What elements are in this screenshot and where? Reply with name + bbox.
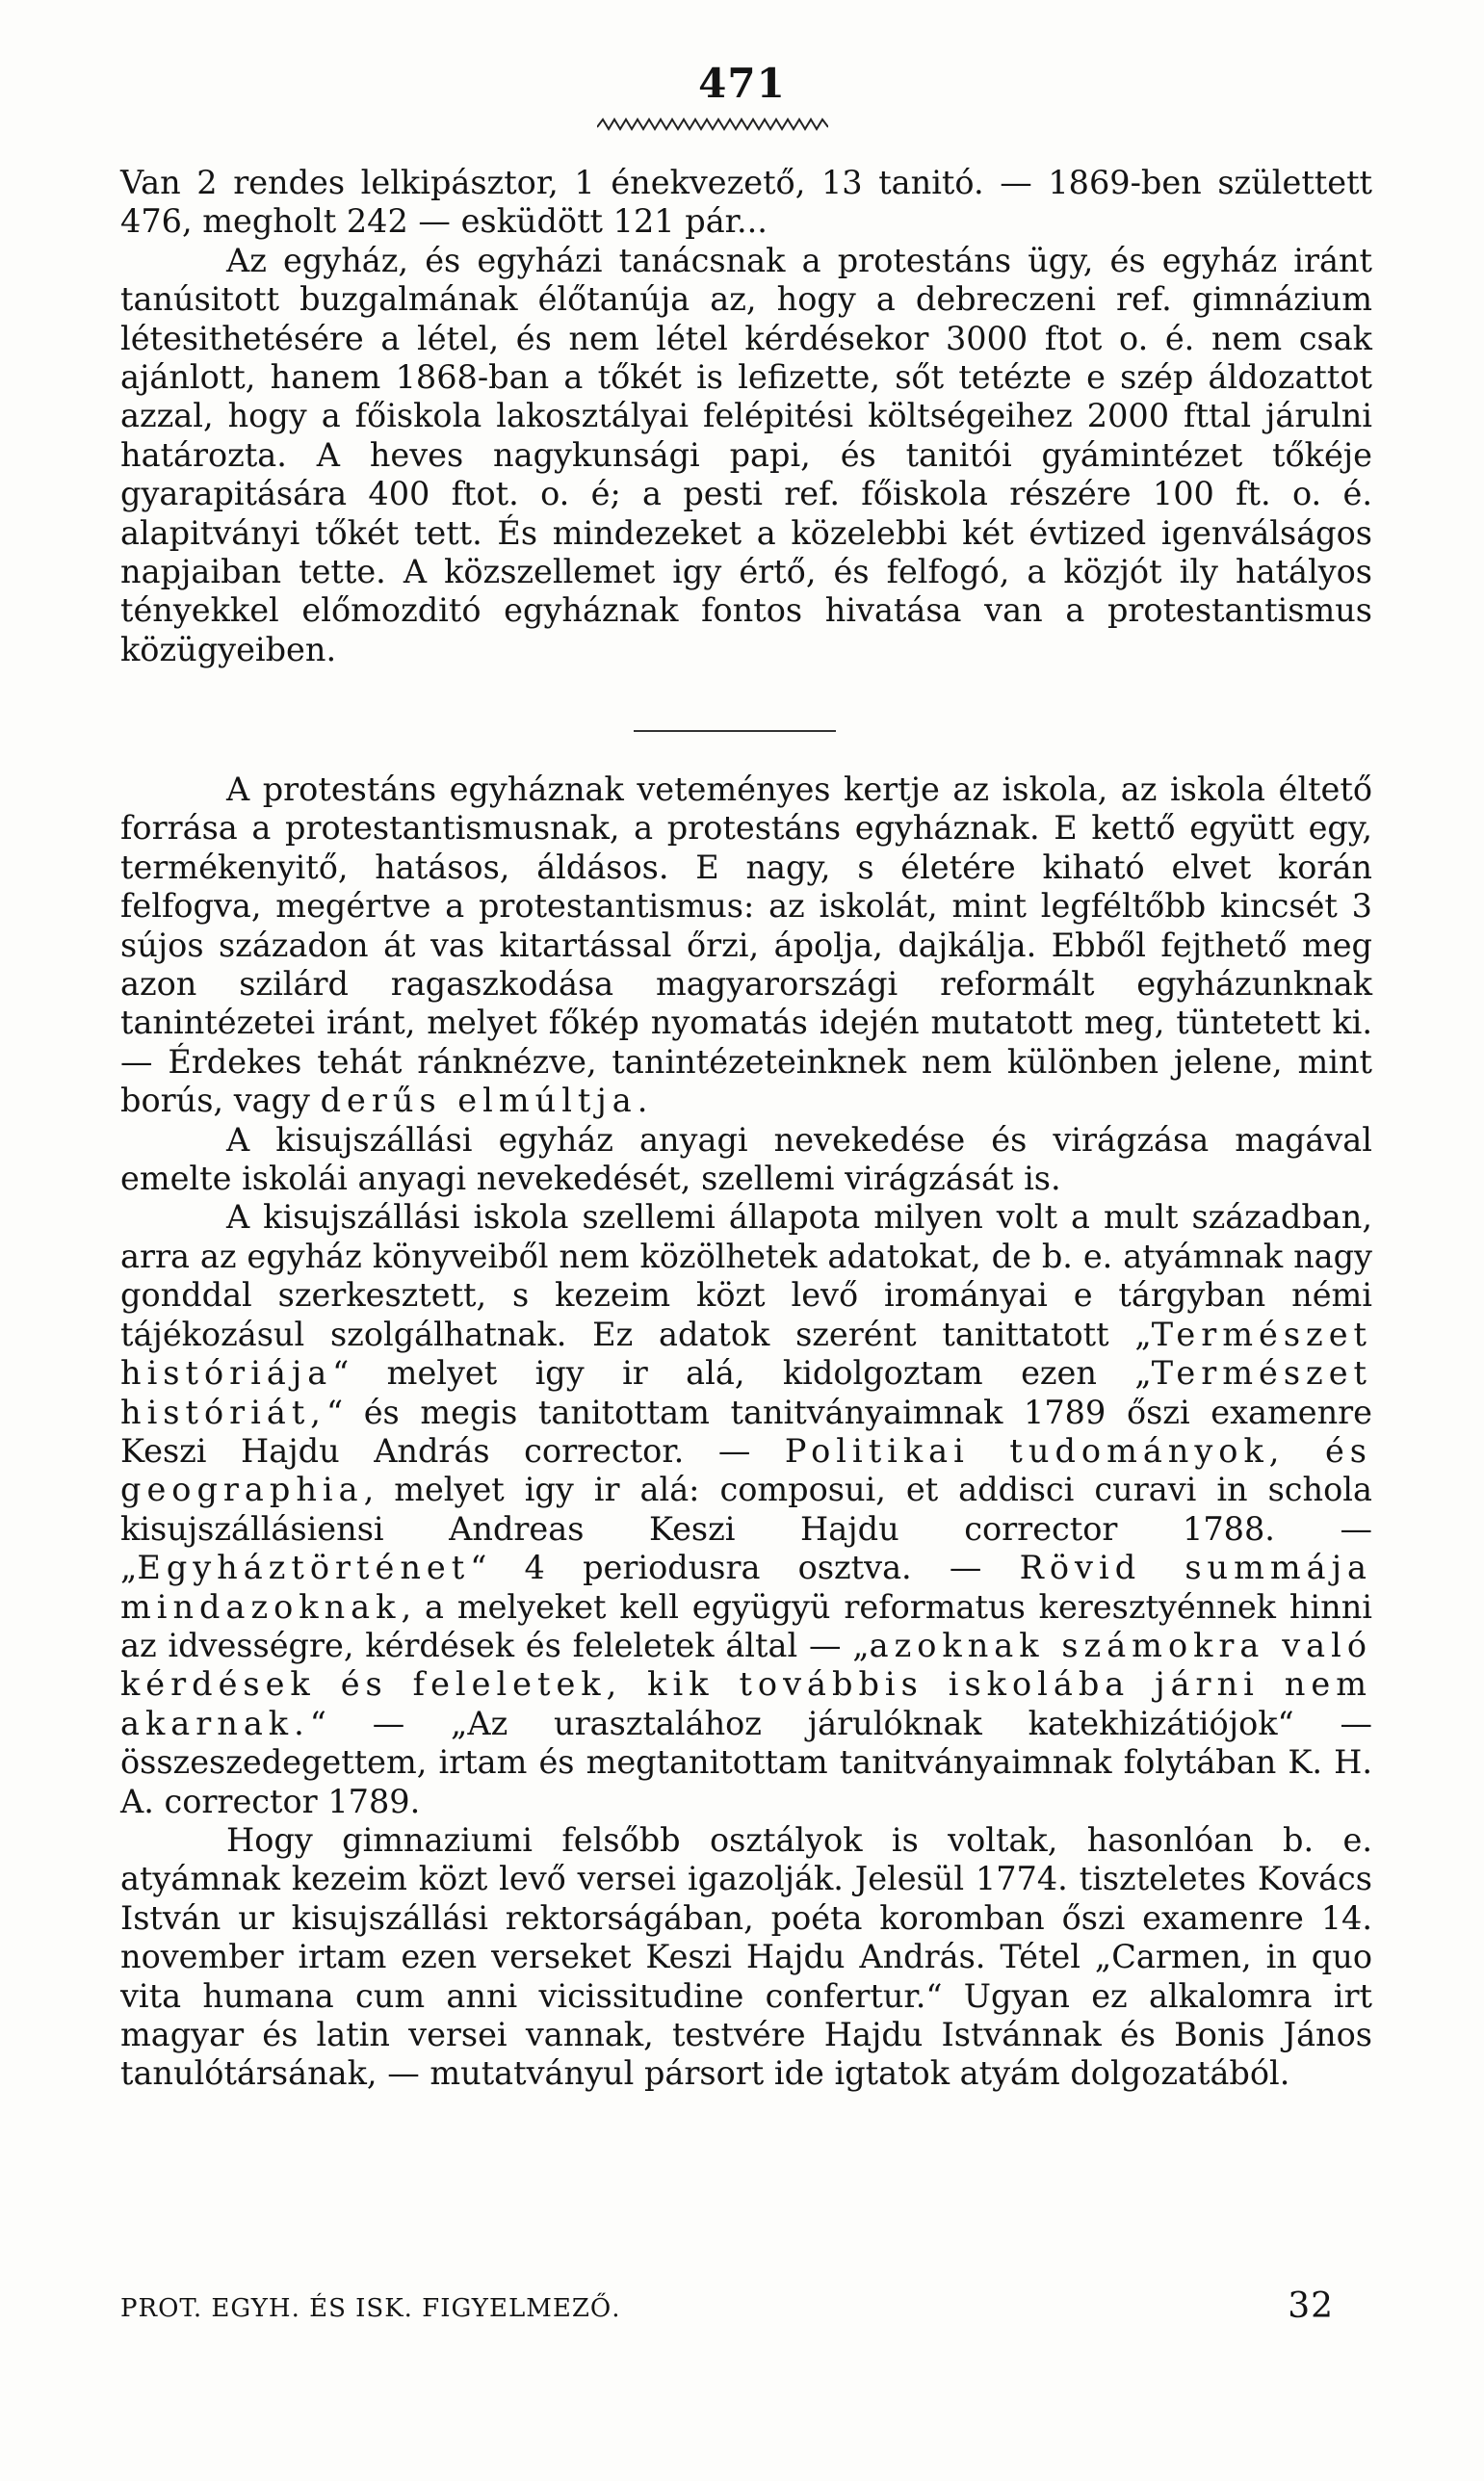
paragraph-gymnasium: Hogy gimnaziumi felsőbb osztályok is voltak, hasonlóan b. e. atyámnak kezeim közt levő versei igazolják. Jelesül 1774. tiszteletes Kovács István ur kisujszállási rektorságában, poéta koromban őszi examenre 14. november irtam ezen verseket Keszi Hajdu András. Tétel „Carmen, in quo vita humana cum anni vicissitudine confertur.“ Ugyan ez alkalomra irt magyar és latin versei vannak, testvére Hajdu Istvánnak és Bonis János tanulótársának, — mutatványul pársort ide igtatok atyám dolgozatából. <box>120 1820 1372 2093</box>
text-run: , a melyeket kell együgyü reformatus keresztyénnek hinni az idvességre, kérdések és feleletek által — „ <box>120 1587 1372 1664</box>
emphasis-text: azoknak számokra való kérdések és feleletek, kik továbbis iskolába járni nem akarnak. <box>120 1626 1372 1742</box>
journal-title: PROT. EGYH. ÉS ISK. FIGYELMEZŐ. <box>120 2294 621 2323</box>
text-run: A protestáns egyháznak veteményes kertje az iskola, az iskola éltető forrása a protestantismusnak, a protestáns egyháznak. E kettő együtt egy, termékenyitő, hatásos, áldásos. E nagy, s életére kiható elvet korán felfogva, megértve a protestantismus: az iskolát, mint legféltőbb kincsét 3 sújos századon át vas kitartással őrzi, ápolja, dajkálja. Ebből fejthető meg azon szilárd ragaszkodása magyarországi reformált egyházunknak tanintézetei iránt, melyet főkép nyomatás idején mutatott meg, tüntetett ki. — Érdekes tehát ránknézve, tanintézeteinknek nem különben jelene, mint borús, vagy <box>120 770 1372 1120</box>
emphasis-text: Természet históriája <box>120 1315 1372 1393</box>
text-run: “ — „Az urasztalához járulóknak katekhizátiójok“ — összeszedegettem, irtam és megtanitottam tanitványaimnak folytában K. H. A. corrector 1789. <box>120 1704 1372 1820</box>
text-run: , melyet igy ir alá: composui, et addisci curavi in schola kisujszállásiensi Andreas Keszi Hajdu corrector 1788. — „ <box>120 1471 1372 1587</box>
section-church-statistics <box>120 164 1372 669</box>
paragraph-donations: Az egyház, és egyházi tanácsnak a protestáns ügy, és egyház iránt tanúsitott buzgalmának élőtanúja az, hogy a debreczeni ref. gimnázium létesithetésére a létel, és nem létel kérdésekor 3000 ftot o. é. nem csak ajánlott, hanem 1868-ban a tőkét is lefizette, sőt tetézte e szép áldozattot azzal, hogy a főiskola lakosztályai felépitési költségeihez 2000 fttal járulni határozta. A heves nagykunsági papi, és tanitói gyámintézet tőkéje gyarapitására 400 ftot. o. é; a pesti ref. főiskola részére 100 ft. o. é. alapitványi tőkét tett. És mindezeket a közelebbi két évtized igenválságos napjaiban tette. A közszellemet igy értő, és felfogó, a közjót ily hatályos tényekkel előmozditó egyháznak fontos hivatása van a protestantismus közügyeiben. <box>120 241 1372 668</box>
paragraph-curriculum <box>120 1198 1372 1821</box>
emphasis-text: derűs elmúltja <box>320 1082 638 1120</box>
paragraph-statistics: Van 2 rendes lelkipásztor, 1 énekvezető, 13 tanitó. — 1869-ben születtett 476, megholt 242 — esküdött 121 pár... <box>120 164 1372 241</box>
emphasis-text: Egyháztörténet <box>137 1549 471 1587</box>
page-footer <box>120 2286 1372 2329</box>
section-school-history <box>120 770 1372 2094</box>
text-run: A kisujszállási iskola szellemi állapota milyen volt a mult században, arra az egyház könyveiből nem közölhetek adatokat, de b. e. atyámnak nagy gonddal szerkesztett, s kezeim közt levő irományai e tárgyban némi tájékozásul szolgálhatnak. Ez adatok szerént tanittatott „ <box>120 1198 1372 1353</box>
paragraph-school-garden <box>120 770 1372 1121</box>
text-run: . <box>637 1082 648 1120</box>
text-run: “ 4 periodusra osztva. — <box>470 1549 1020 1587</box>
emphasis-text: Rövid summája mindazoknak <box>120 1549 1372 1626</box>
sheet-number: 32 <box>1288 2286 1334 2326</box>
text-run: “ és megis tanitottam tanitványaimnak 1789 őszi examenre Keszi Hajdu András corrector. — <box>120 1393 1372 1470</box>
page-number: 471 <box>698 60 786 107</box>
emphasis-text: Politikai tudományok, és geographia <box>120 1431 1372 1509</box>
paragraph-material-growth: A kisujszállási egyház anyagi nevekedése és virágzása magával emelte iskolái anyagi nevekedését, szellemi virágzását is. <box>120 1120 1372 1198</box>
section-divider <box>634 730 836 732</box>
text-run: “ melyet igy ir alá, kidolgoztam ezen „ <box>332 1354 1152 1393</box>
ornament-rule <box>597 116 828 133</box>
emphasis-text: Természet históriát, <box>120 1354 1372 1431</box>
